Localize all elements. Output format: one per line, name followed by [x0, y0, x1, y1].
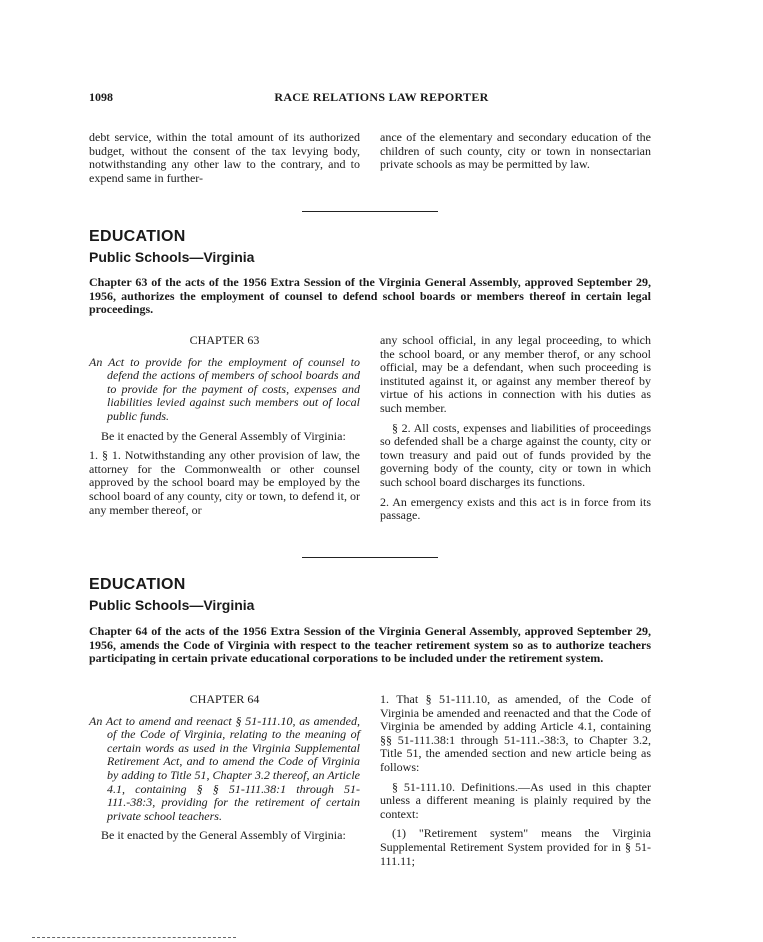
top-right-text: ance of the elementary and secondary education of the children of such county, city or town in nonsectarian private schools as may be permitted by law.	[380, 130, 651, 172]
chapter-63-title: CHAPTER 63	[189, 333, 260, 347]
section2-summary: Chapter 64 of the acts of the 1956 Extra Session of the Virginia General Assembly, approved September 29, 1956, amends the Code of Virginia with respect to the teacher retirement system so as to authorize teachers participating in certain private educational corporations to be included under the retirement system.	[89, 624, 651, 666]
section2-heading: EDUCATION	[89, 576, 186, 593]
chapter-64-title: CHAPTER 64	[189, 692, 260, 706]
chapter-63-enacting-clause: Be it enacted by the General Assembly of Virginia:	[101, 428, 346, 443]
chapter-63-section-1-cont: any school official, in any legal proceeding, to which the school board, or any member therof, or any school official, may be a defendant, when such proceeding is instituted against it, or against any member thereof by virtue of his actions in connection with his duties as such member.	[380, 333, 651, 415]
page-number: 1098	[89, 90, 113, 104]
chapter-63-section-2: § 2. All costs, expenses and liabilities of proceedings so defended shall be a charge against the county, city or town treasury and paid out of funds provided by the governing body of the county, city or town in which such school board discharges its functions.	[380, 420, 651, 489]
chapter-63-act-title: An Act to provide for the employment of counsel to defend the actions of members of school boards and to provide for the payment of costs, expenses and liabilities levied against such members out of local public funds.	[89, 354, 360, 423]
top-right-column	[380, 131, 651, 172]
chapter-64-act-title: An Act to amend and reenact § 51-111.10, as amended, of the Code of Virginia, relating to the meaning of certain words as used in the Virginia Supplemental Retirement Act, and to amend the Code of Virginia by adding to Title 51, Chapter 3.2 thereof, an Article 4.1, containing § § 51-111.38:1 through 51-111.-38:3, providing for the retirement of certain private school teachers.	[89, 713, 360, 823]
section1-subheading: Public Schools—Virginia	[89, 249, 255, 265]
section1-summary: Chapter 63 of the acts of the 1956 Extra Session of the Virginia General Assembly, approved September 29, 1956, authorizes the employment of counsel to defend school boards or members thereof in certain legal proceedings.	[89, 275, 651, 317]
section2-left-column	[89, 693, 360, 843]
chapter-64-enacting-clause: Be it enacted by the General Assembly of Virginia:	[101, 828, 346, 843]
top-left-column	[89, 131, 360, 185]
chapter-64-definitions: § 51-111.10. Definitions.—As used in this chapter unless a different meaning is plainly required by the context:	[380, 779, 651, 821]
section1-heading: EDUCATION	[89, 228, 186, 245]
section2-subheading: Public Schools—Virginia	[89, 597, 255, 613]
running-title: RACE RELATIONS LAW REPORTER	[274, 90, 489, 104]
chapter-64-definition-1: (1) "Retirement system" means the Virginia Supplemental Retirement System provided for in § 51-111.11;	[380, 826, 651, 868]
chapter-64-section-1: 1. That § 51-111.10, as amended, of the Code of Virginia be amended and reenacted and that the Code of Virginia be amended by adding Article 4.1, containing §§ 51-111.38:1 through 51-111.-38:3, to Chapter 3.2, Title 51, the amended section and new article being as follows:	[380, 692, 651, 774]
section-divider-2	[302, 557, 438, 558]
top-left-text: debt service, within the total amount of its authorized budget, without the consent of the tax levying body, notwithstanding any other law to the contrary, and to expend same in further-	[89, 130, 360, 185]
footer-rule	[32, 937, 236, 939]
section1-left-column	[89, 334, 360, 517]
section1-right-column	[380, 334, 651, 523]
section2-right-column	[380, 693, 651, 868]
section-divider-1	[302, 211, 438, 212]
chapter-63-section-1: 1. § 1. Notwithstanding any other provision of law, the attorney for the Commonwealth or other counsel approved by the school board may be employed by the school board of any county, city or town, to defend it, or any member thereof, or	[89, 448, 360, 517]
chapter-63-emergency-clause: 2. An emergency exists and this act is in force from its passage.	[380, 494, 651, 523]
